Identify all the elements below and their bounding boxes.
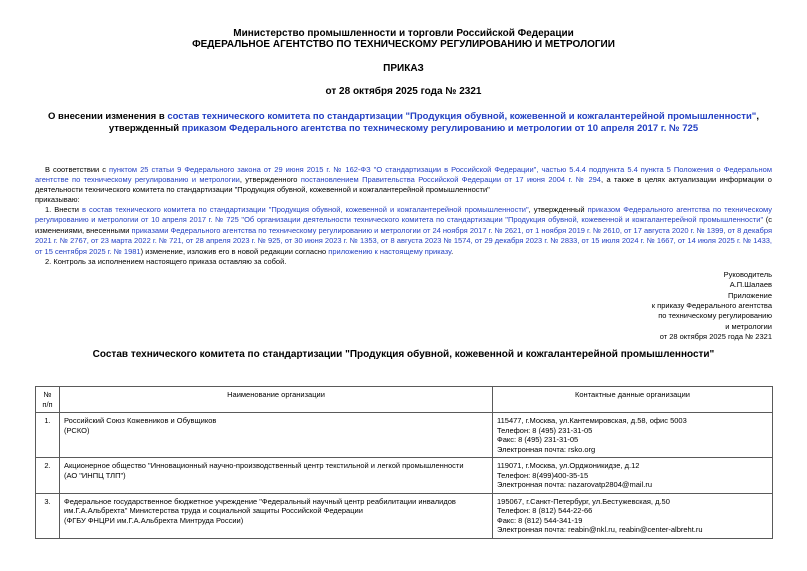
org-name-cell [60, 493, 493, 538]
prikaz-word: приказываю: [35, 195, 80, 204]
table-row [36, 493, 773, 538]
doc-link[interactable]: пунктом 25 статьи 9 Федерального закона от 29 июня 2015 г. № 162-ФЗ "О стандартизации в Российской Федерации", частью 5.4.4 подпункта 5.4 пункта 5 Положения о Федеральном агентстве по техническому регулированию и метрологии [35, 165, 772, 184]
col-header-contact: Контактные данные организации [493, 387, 773, 413]
table-row [36, 413, 773, 458]
org-name-line: (ФГБУ ФНЦРИ им.Г.А.Альбрехта Минтруда России) [64, 515, 244, 525]
text-segment: О внесении изменения в [48, 111, 168, 122]
org-name-line: (РСКО) [64, 425, 90, 435]
text-segment: , утвержденный [108, 111, 759, 134]
org-name-line: Российский Союз Кожевников и Обувщиков [64, 416, 217, 426]
doc-link[interactable]: постановлением Правительства Российской Федерации от 17 июня 2004 г. № 294 [300, 175, 601, 184]
org-contact-line: Телефон: 8 (812) 544-22-66 [497, 506, 593, 516]
text-segment: , утвержденный [528, 205, 588, 214]
org-name-cell [60, 458, 493, 494]
table-heading: Состав технического комитета по стандартизации "Продукция обувной, кожевенной и кожгалантерейной промышленности" [92, 349, 715, 361]
order-date-number: от 28 октября 2025 года № 2321 [325, 86, 482, 97]
org-contact-line: Электронная почта: nazarovatp2804@mail.ru [497, 480, 653, 490]
org-name-line: Федеральное государственное бюджетное учреждение "Федеральный научный центр реабилитации инвалидов им.Г.А.Альбрехта" Министерства труда и социальной защиты Российской Федерации [64, 496, 456, 516]
text-segment: (с изменениями, внесенными [35, 215, 772, 235]
org-contact-line: 115477, г.Москва, ул.Кантемировская, д.58, офис 5003 [497, 416, 687, 426]
text-line: № [43, 390, 52, 400]
intro-paragraph [35, 165, 772, 195]
agency-line: ФЕДЕРАЛЬНОЕ АГЕНТСТВО ПО ТЕХНИЧЕСКОМУ РЕГУЛИРОВАНИЮ И МЕТРОЛОГИИ [192, 39, 615, 50]
text-line: Приложение [728, 290, 772, 300]
col-header-name: Наименование организации [60, 387, 493, 413]
row-number-cell: 1. [36, 413, 60, 458]
text-line: п/п [42, 399, 53, 409]
org-contact-line: Электронная почта: rsko.org [497, 444, 596, 454]
col-header-num [36, 387, 60, 413]
org-contact-line: Телефон: 8(499)400-35-15 [497, 470, 589, 480]
text-line: к приказу Федерального агентства [651, 300, 772, 310]
org-contact-line: 119071, г.Москва, ул.Орджоникидзе, д.12 [497, 461, 640, 471]
appendix-block [35, 291, 772, 342]
text-line: от 28 октября 2025 года № 2321 [659, 331, 772, 341]
text-segment: , утвержденного [239, 175, 301, 184]
text-line: Руководитель [723, 270, 772, 280]
text-segment: В соответствии с [45, 165, 110, 174]
order-body [35, 165, 772, 267]
doc-link[interactable]: в состав технического комитета по стандартизации "Продукция обувной, кожевенной и кожгалантерейной промышленности" [82, 205, 529, 214]
doc-link[interactable]: приказами Федерального агентства по техническому регулированию и метрологии от 24 ноября 2017 г. № 2621, от 1 ноября 2019 г. № 2610, от 17 августа 2020 г. № 1399, от 8 декабря 2021 г. № 2767, от 23 марта 2022 г. № 721, от 28 апреля 2023 г. № 925, от 30 июня 2023 г. № 1353, от 8 августа 2023 № 1574, от 29 декабря 2023 г. № 2833, от 15 июля 2024 г. № 1667, от 14 июля 2025 г. № 1433, от 15 сентября 2025 г. № 1981 [35, 225, 773, 256]
org-contact-line: Факс: 8 (495) 231-31-05 [497, 435, 579, 445]
org-name-cell [60, 413, 493, 458]
org-contact-line: 195067, г.Санкт-Петербург, ул.Бестужевская, д.50 [497, 496, 670, 506]
row-number-cell: 2. [36, 458, 60, 494]
order-title [35, 111, 772, 134]
order-item-1 [35, 205, 772, 257]
committee-table [35, 386, 773, 539]
org-contact-line: Факс: 8 (812) 544-341-19 [497, 515, 583, 525]
org-contact-line: Электронная почта: reabin@nkl.ru, reabin@center-albreht.ru [497, 525, 703, 535]
text-segment: , а также в целях актуализации информации о деятельности технического комитета по стандартизации "Продукция обувной, кожевенной и кожгалантерейной промышленности" [35, 175, 772, 194]
text-segment: ) изменение, изложив его в новой редакции согласно [140, 246, 329, 256]
doc-link[interactable]: приложению к настоящему приказу [328, 246, 452, 256]
table-header-row [36, 387, 773, 413]
text-segment: 1. Внести [45, 205, 82, 214]
text-line: и метрологии [725, 321, 772, 331]
org-contact-cell [493, 458, 773, 494]
doc-link[interactable]: состав технического комитета по стандартизации "Продукция обувной, кожевенной и кожгалантерейной промышленности" [167, 111, 757, 122]
order-type: ПРИКАЗ [383, 63, 424, 74]
org-name-line: (АО "ИНПЦ ТЛП") [64, 470, 126, 480]
order-item-2: 2. Контроль за исполнением настоящего приказа оставляю за собой. [45, 257, 287, 267]
signature-block [35, 270, 772, 291]
org-contact-cell [493, 413, 773, 458]
doc-link[interactable]: приказом Федерального агентства по техническому регулированию и метрологии от 10 апреля 2017 г. № 725 "Об организации деятельности технического комитета по стандартизации "Продукция обувной, кожевенной и кожгалантерейной промышленности" [35, 205, 772, 225]
table-row [36, 458, 773, 494]
table-body [36, 413, 773, 539]
text-line: по техническому регулированию [658, 311, 772, 321]
row-number-cell: 3. [36, 493, 60, 538]
org-name-line: Акционерное общество "Инновационный научно-производственный центр текстильной и легкой промышленности [64, 461, 464, 471]
text-line: А.П.Шалаев [729, 280, 772, 290]
ministry-line: Министерство промышленности и торговли Российской Федерации [233, 28, 574, 39]
org-contact-cell [493, 493, 773, 538]
text-segment: . [451, 246, 454, 256]
doc-link[interactable]: приказом Федерального агентства по техническому регулированию и метрологии от 10 апреля 2017 г. № 725 [181, 122, 699, 134]
org-contact-line: Телефон: 8 (495) 231-31-05 [497, 425, 593, 435]
